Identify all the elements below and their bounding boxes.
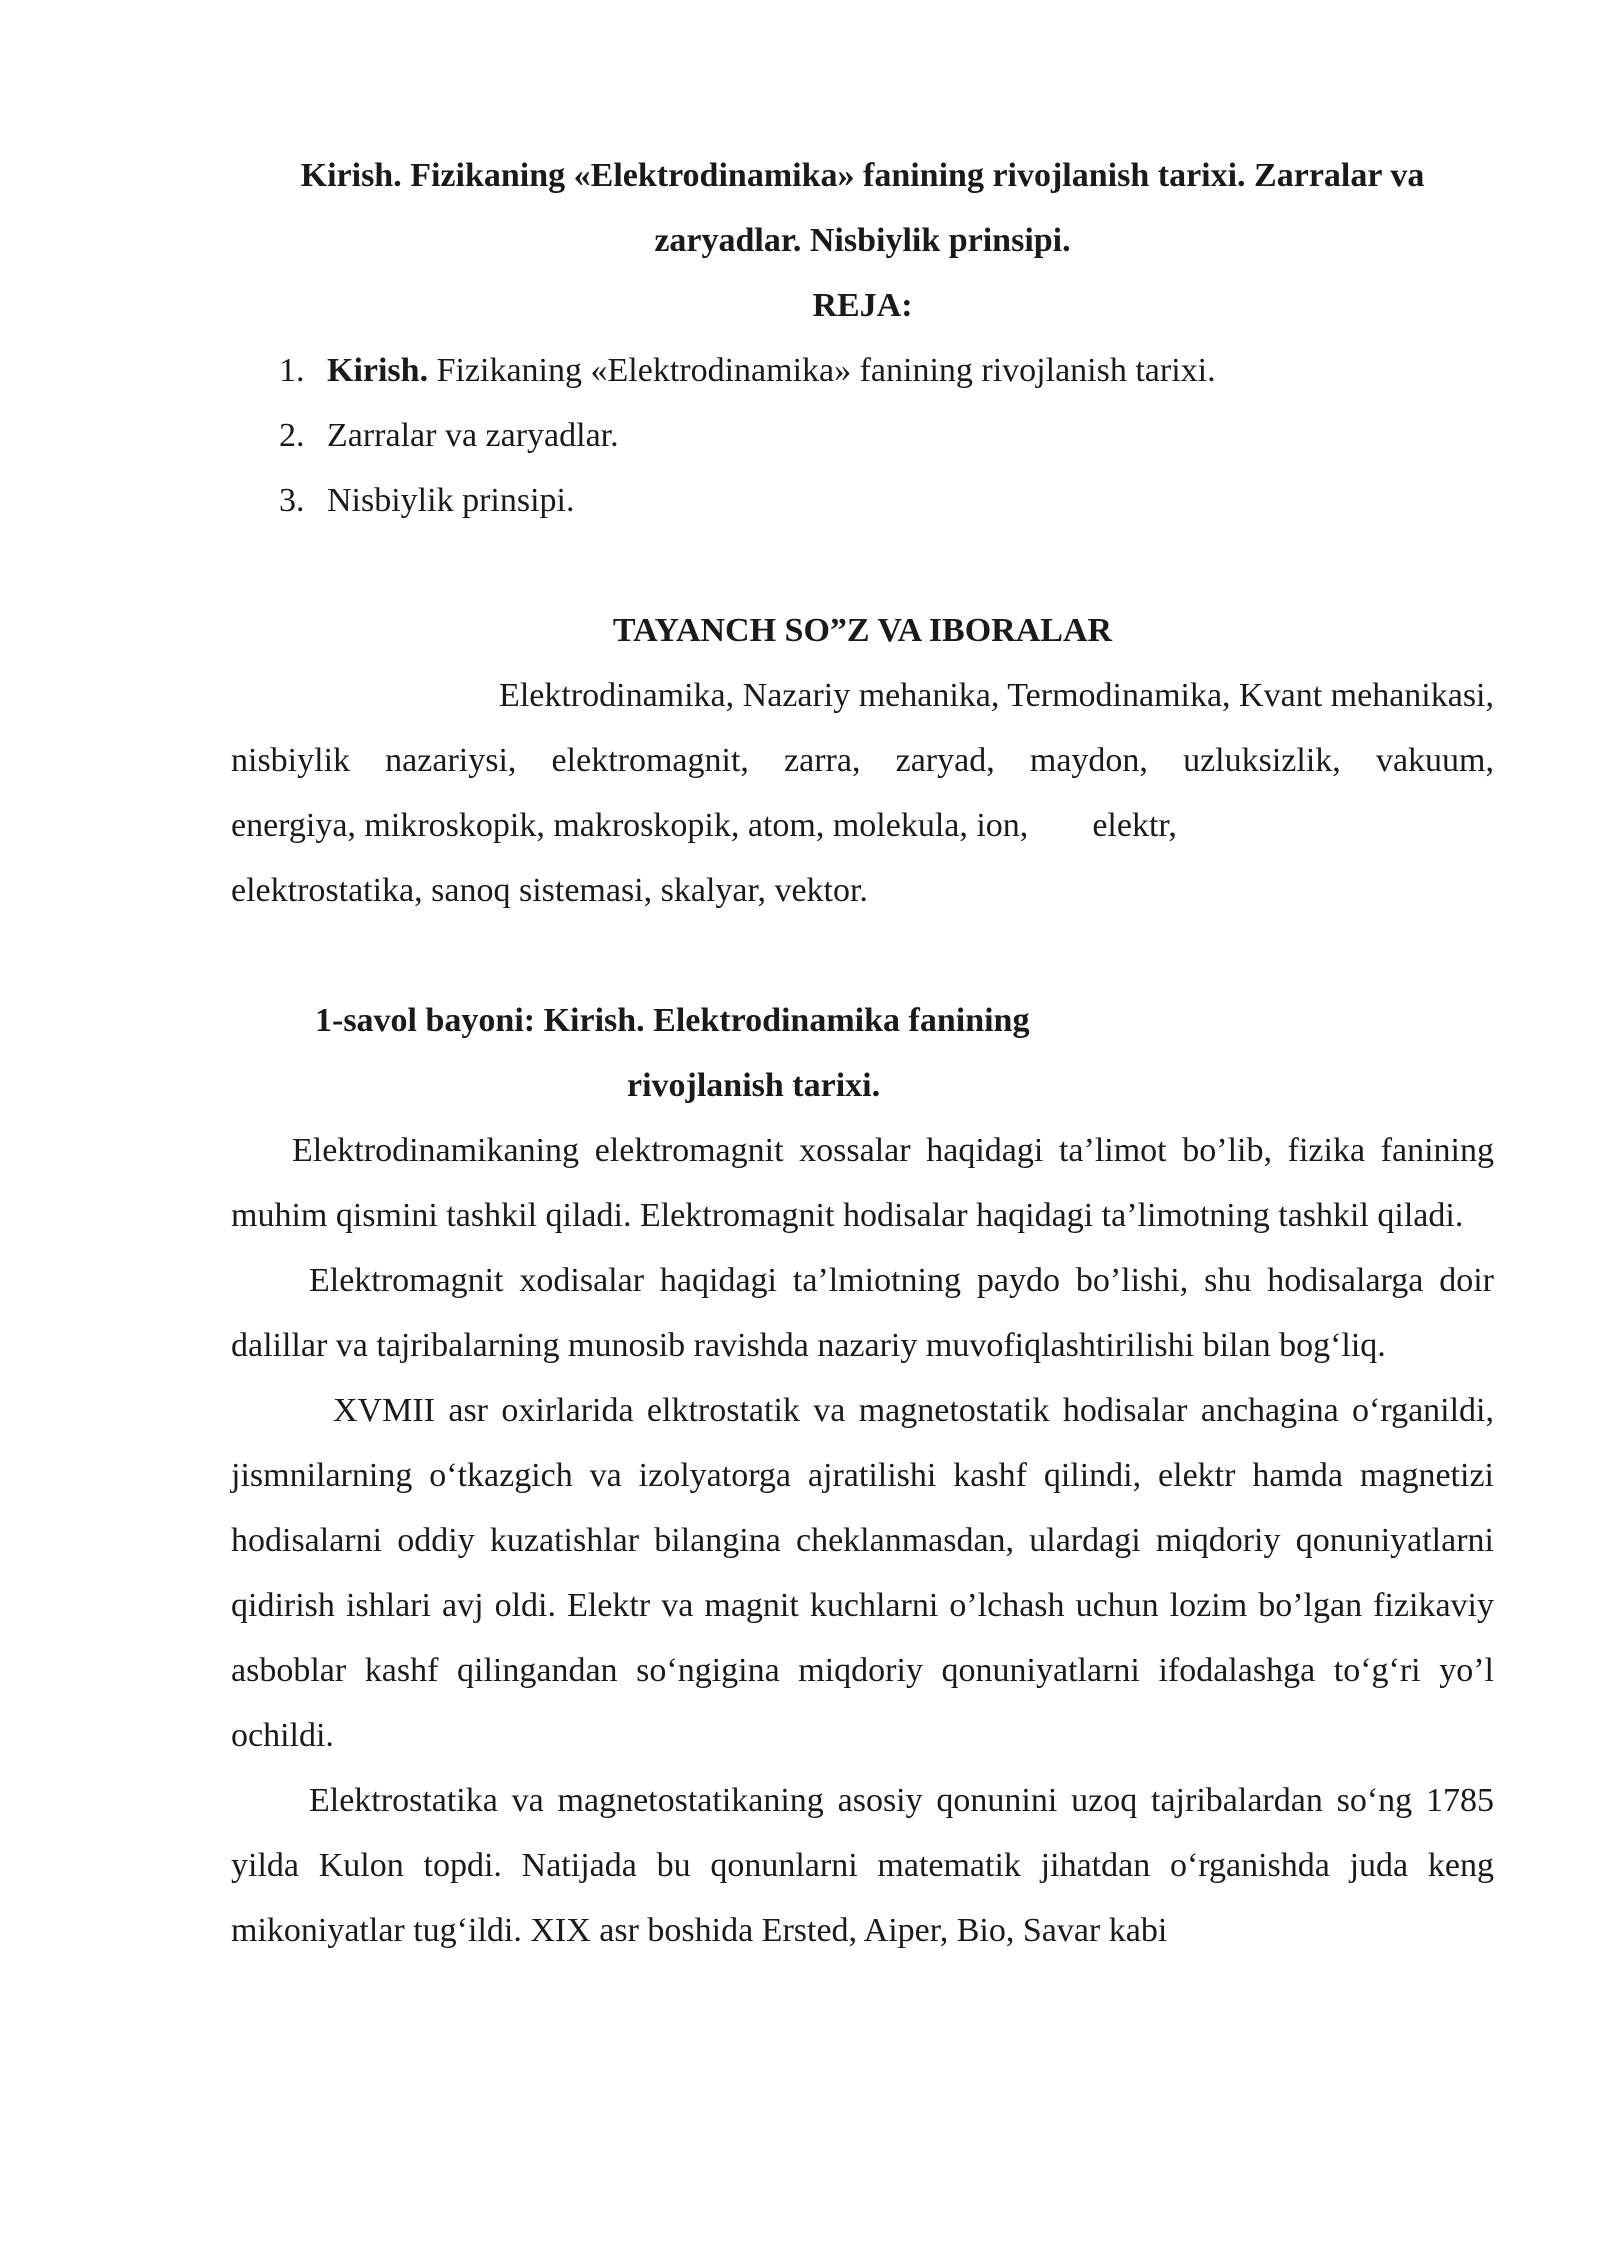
plan-item-bold: Kirish. [327, 352, 429, 389]
question-heading-line-2: rivojlanish tarixi. [627, 1067, 881, 1104]
body-paragraph: Elektromagnit xodisalar haqidagi ta’lmiotning paydo bo’lishi, shu hodisalarga doir dalillar va tajribalarning munosib ravishda nazariy muvofiqlashtirilishi bilan bog‘liq. [231, 1262, 1494, 1364]
plan-item [231, 403, 1494, 468]
keywords-line: elektrostatika, sanoq sistemasi, skalyar, vektor. [231, 872, 868, 909]
plan-heading: REJA: [812, 287, 913, 324]
question-heading [231, 988, 1494, 1118]
keywords-heading: TAYANCH SO”Z VA IBORALAR [612, 612, 1113, 649]
keywords-line [231, 793, 1494, 858]
question-heading-line-1: 1-savol bayoni: Kirish. Elektrodinamika fanining [315, 1002, 1030, 1039]
title-line-2: zaryadlar. Nisbiylik prinsipi. [654, 222, 1071, 259]
plan-item-number: 1. [279, 352, 305, 389]
document-title [231, 143, 1494, 273]
keywords-block [231, 663, 1494, 923]
spacer [231, 923, 1494, 988]
title-line-1: Kirish. Fizikaning «Elektrodinamika» fanining rivojlanish tarixi. Zarralar va [300, 157, 1425, 194]
body-paragraph: Elektrostatika va magnetostatikaning asosiy qonunini uzoq tajribalardan so‘ng 1785 yilda Kulon topdi. Natijada bu qonunlarni matematik jihatdan o‘rganishda juda keng mikoniyatlar tug‘ildi. XIX asr boshida Ersted, Aiper, Bio, Savar kabi [231, 1782, 1494, 1949]
document-page [231, 143, 1494, 1963]
plan-list [231, 338, 1494, 533]
plan-item-number: 3. [279, 482, 305, 519]
body-paragraph: Elektrodinamikaning elektromagnit xossalar haqidagi ta’limot bo’lib, fizika fanining muhim qismini tashkil qiladi. Elektromagnit hodisalar haqidagi ta’limotning tashkil qiladi. [231, 1132, 1494, 1234]
plan-item [231, 468, 1494, 533]
keywords-line-part: elektr, [1092, 807, 1177, 844]
keywords-line: Elektrodinamika, Nazariy mehanika, Termodinamika, Kvant mehanikasi, [499, 677, 1494, 714]
keywords-line-part: energiya, mikroskopik, makroskopik, atom, molekula, ion, [231, 807, 1029, 844]
plan-item-text: Zarralar va zaryadlar. [327, 417, 619, 454]
plan-item [231, 338, 1494, 403]
keywords-line: nisbiylik nazariysi, elektromagnit, zarra, zaryad, maydon, uzluksizlik, vakuum, [231, 742, 1494, 779]
spacer [231, 533, 1494, 598]
plan-item-number: 2. [279, 417, 305, 454]
body-paragraph: XVMII asr oxirlarida elktrostatik va magnetostatik hodisalar anchagina o‘rganildi, jismnilarning o‘tkazgich va izolyatorga ajratilishi kashf qilindi, elektr hamda magnetizi hodisalarni oddiy kuzatishlar bilangina cheklanmasdan, ulardagi miqdoriy qonuniyatlarni qidirish ishlari avj oldi. Elektr va magnit kuchlarni o’lchash uchun lozim bo’lgan fizikaviy asboblar kashf qilingandan so‘ngigina miqdoriy qonuniyatlarni ifodalashga to‘g‘ri yo’l ochildi. [231, 1392, 1494, 1754]
plan-item-text: Nisbiylik prinsipi. [327, 482, 575, 519]
plan-item-text: Fizikaning «Elektrodinamika» fanining rivojlanish tarixi. [428, 352, 1216, 389]
